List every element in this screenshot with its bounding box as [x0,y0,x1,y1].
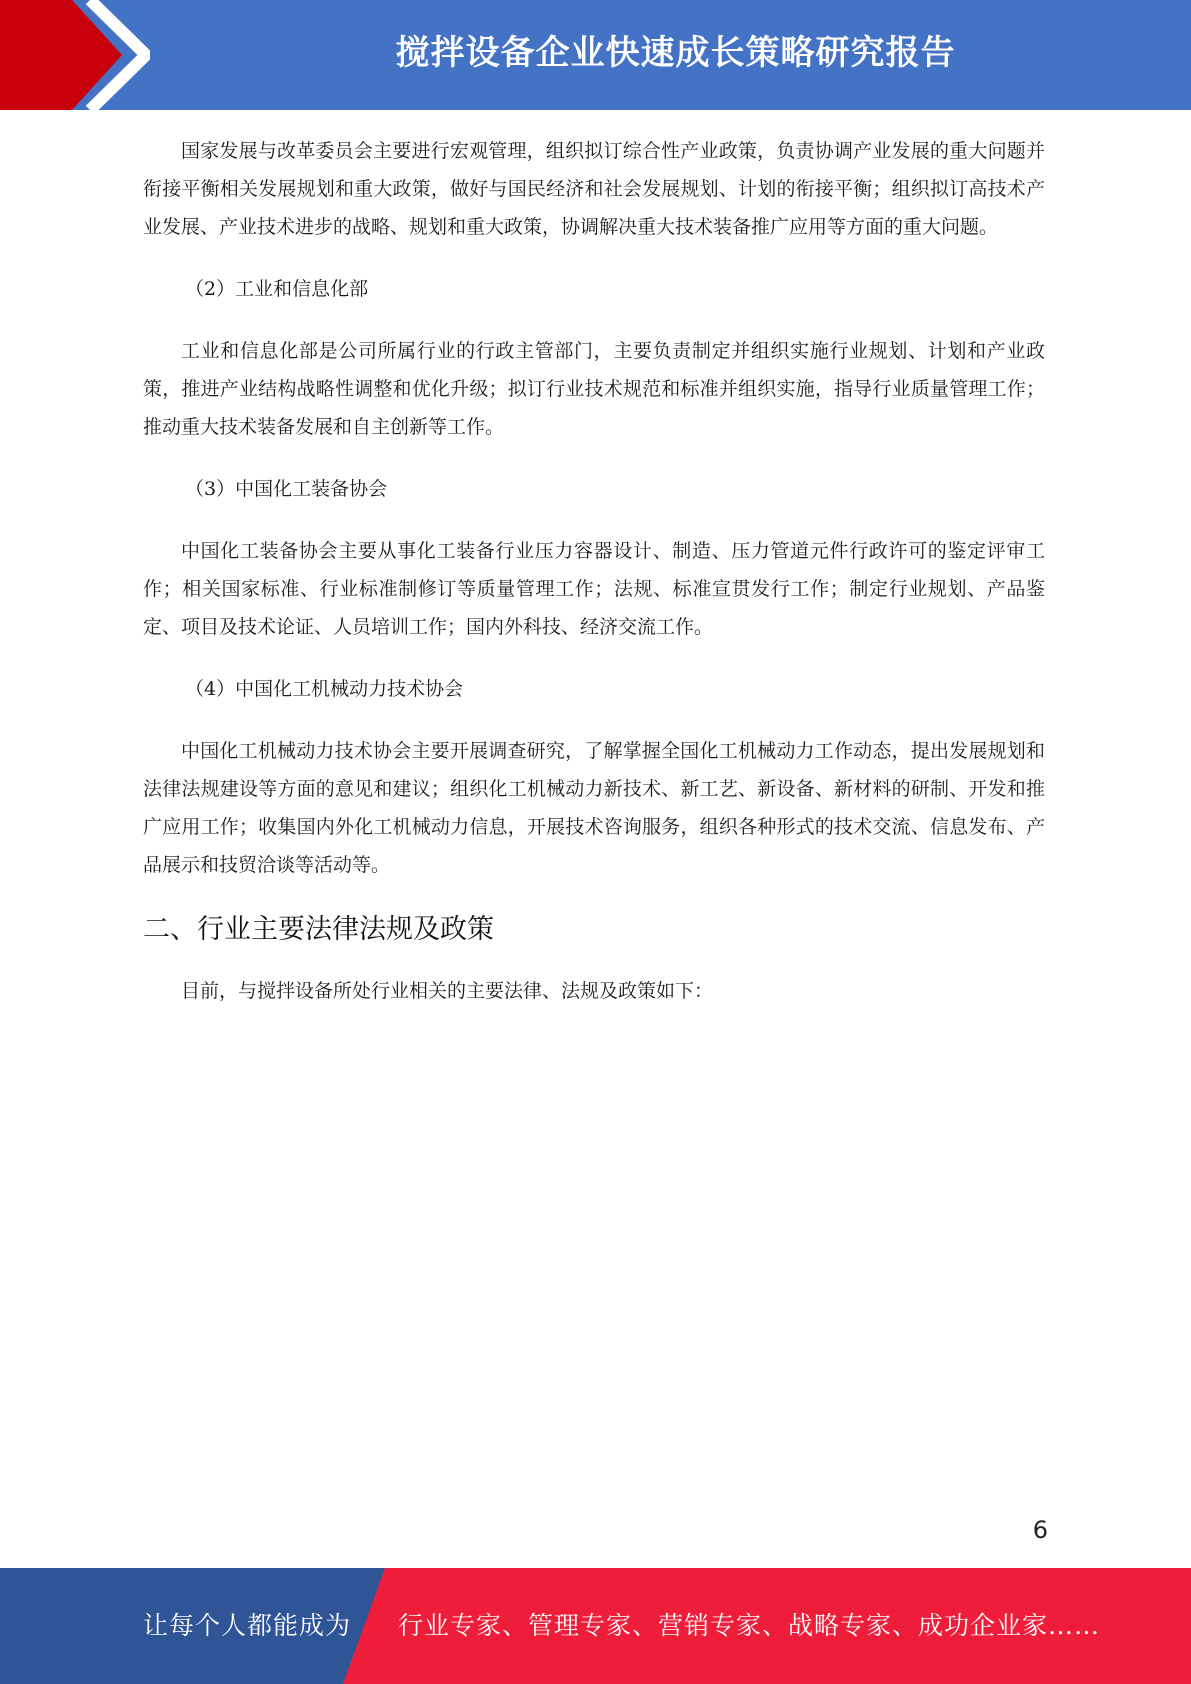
report-title: 搅拌设备企业快速成长策略研究报告 [395,33,956,73]
document-body [143,132,1045,1034]
section-heading-laws-policies: 二、行业主要法律法规及政策 [143,914,494,945]
paragraph-chemical-machinery-association: 中国化工机械动力技术协会主要开展调查研究，了解掌握全国化工机械动力工作动态，提出发展规划和法律法规建设等方面的意见和建议；组织化工机械动力新技术、新工艺、新设备、新材料的研制、开发和推广应用工作；收集国内外化工机械动力信息，开展技术咨询服务，组织各种形式的技术交流、信息发布、产品展示和技贸洽谈等活动等。 [143,740,1045,876]
header-banner [0,0,1191,110]
page-number: 6 [1032,1516,1048,1544]
paragraph-chemical-equipment-association: 中国化工装备协会主要从事化工装备行业压力容器设计、制造、压力管道元件行政许可的鉴定评审工作；相关国家标准、行业标准制修订等质量管理工作；法规、标准宣贯发行工作；制定行业规划、产品鉴定、项目及技术论证、人员培训工作；国内外科技、经济交流工作。 [143,540,1045,638]
subheading-miit: （2）工业和信息化部 [185,278,369,300]
subheading-chemical-machinery-association: （4）中国化工机械动力技术协会 [185,678,464,700]
footer-banner [0,1568,1191,1684]
subheading-chemical-equipment-association: （3）中国化工装备协会 [185,478,388,500]
header-arrow-decoration [0,0,150,110]
footer-slogan-left: 让每个人都能成为 [143,1611,352,1640]
footer-slogan-right: 行业专家、管理专家、营销专家、战略专家、成功企业家…… [398,1611,1101,1640]
paragraph-miit: 工业和信息化部是公司所属行业的行政主管部门，主要负责制定并组织实施行业规划、计划和产业政策，推进产业结构战略性调整和优化升级；拟订行业技术规范和标准并组织实施，指导行业质量管理工作；推动重大技术装备发展和自主创新等工作。 [143,340,1045,438]
paragraph-ndrc: 国家发展与改革委员会主要进行宏观管理，组织拟订综合性产业政策，负责协调产业发展的重大问题并衔接平衡相关发展规划和重大政策，做好与国民经济和社会发展规划、计划的衔接平衡；组织拟订高技术产业发展、产业技术进步的战略、规划和重大政策，协调解决重大技术装备推广应用等方面的重大问题。 [143,140,1045,238]
paragraph-intro-laws: 目前，与搅拌设备所处行业相关的主要法律、法规及政策如下： [181,980,714,1002]
